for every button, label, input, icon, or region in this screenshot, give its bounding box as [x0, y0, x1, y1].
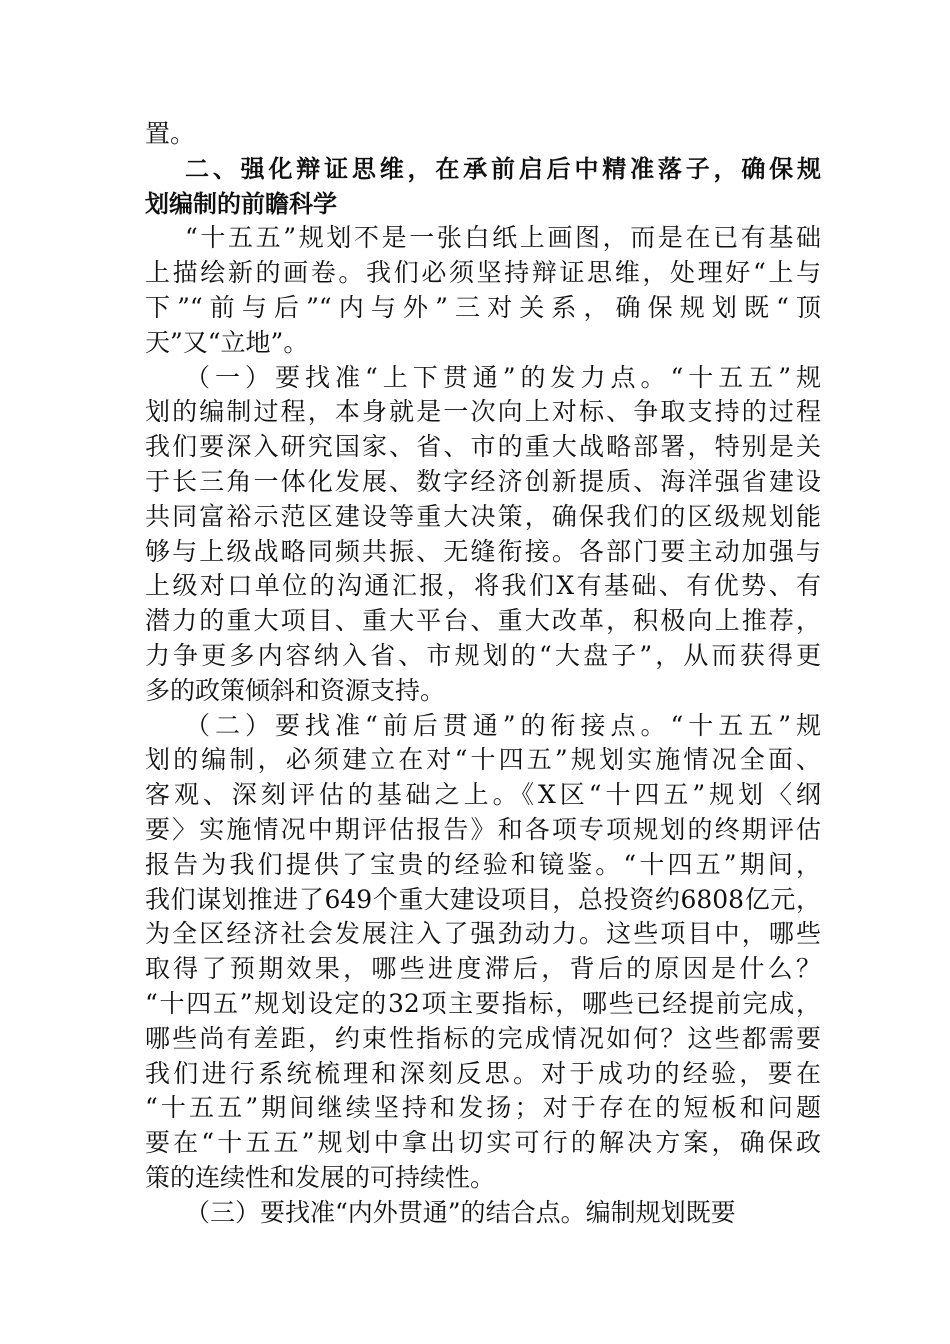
section-heading — [145, 152, 821, 222]
text-line: 多的政策倾斜和资源支持。 — [145, 675, 446, 705]
text-line: 我们进行系统梳理和深刻反思。对于成功的经验，要在 — [145, 1058, 821, 1088]
text-line: 报告为我们提供了宝贵的经验和镜鉴。“十四五”期间， — [145, 849, 821, 879]
text-line: 二、强化辩证思维，在承前启后中精准落子，确保规 — [185, 154, 821, 183]
text-line: 上描绘新的画卷。我们必须坚持辩证思维，处理好“上与 — [145, 258, 821, 288]
text-line: 划的编制，必须建立在对“十四五”规划实施情况全面、 — [145, 745, 821, 775]
text-line: 策的连续性和发展的可持续性。 — [145, 1162, 496, 1192]
text-line: （三）要找准“内外贯通”的结合点。编制规划既要 — [185, 1197, 736, 1227]
text-line: 共同富裕示范区建设等重大决策，确保我们的区级规划能 — [145, 501, 821, 531]
text-line: 下”“前与后”“内与外”三对关系，确保规划既“顶 — [145, 292, 821, 322]
text-line: 够与上级战略同频共振、无缝衔接。各部门要主动加强与 — [145, 536, 821, 566]
text-line: 为全区经济社会发展注入了强劲动力。这些项目中，哪些 — [145, 919, 821, 949]
paragraph — [145, 709, 821, 1196]
text-line: 要在“十五五”规划中拿出切实可行的解决方案，确保政 — [145, 1128, 821, 1158]
text-line: （一）要找准“上下贯通”的发力点。“十五五”规 — [185, 362, 821, 392]
paragraph — [145, 1196, 821, 1231]
text-line: （二）要找准“前后贯通”的衔接点。“十五五”规 — [185, 710, 821, 740]
text-line: 我们要深入研究国家、省、市的重大战略部署，特别是关 — [145, 432, 821, 462]
text-line: 力争更多内容纳入省、市规划的“大盘子”，从而获得更 — [145, 640, 821, 670]
text-line: 要〉实施情况中期评估报告》和各项专项规划的终期评估 — [145, 814, 821, 844]
text-line: 取得了预期效果，哪些进度滞后，背后的原因是什么？ — [145, 954, 821, 984]
text-line: 置。 — [145, 119, 196, 148]
text-line: 上级对口单位的沟通汇报，将我们X有基础、有优势、有 — [145, 571, 821, 601]
text-line: 划的编制过程，本身就是一次向上对标、争取支持的过程 — [145, 397, 821, 427]
text-line: 哪些尚有差距，约束性指标的完成情况如何？这些都需要 — [145, 1023, 821, 1053]
document-body — [145, 117, 821, 1231]
text-line: “十五五”规划不是一张白纸上画图，而是在已有基础 — [185, 223, 821, 253]
paragraph — [145, 221, 821, 360]
text-line: 天”又“立地”。 — [145, 327, 309, 357]
text-line: 于长三角一体化发展、数字经济创新提质、海洋强省建设 — [145, 466, 821, 496]
text-line: 客观、深刻评估的基础之上。《X区“十四五”规划〈纲 — [145, 780, 821, 810]
text-line: 潜力的重大项目、重大平台、重大改革，积极向上推荐， — [145, 606, 821, 636]
text-line: “十四五”规划设定的32项主要指标，哪些已经提前完成， — [145, 988, 821, 1018]
paragraph — [145, 361, 821, 709]
text-line: “十五五”期间继续坚持和发扬；对于存在的短板和问题 — [145, 1093, 821, 1123]
paragraph — [145, 117, 821, 152]
text-line: 我们谋划推进了649个重大建设项目，总投资约6808亿元， — [145, 884, 821, 914]
text-line: 划编制的前瞻科学 — [145, 189, 337, 218]
